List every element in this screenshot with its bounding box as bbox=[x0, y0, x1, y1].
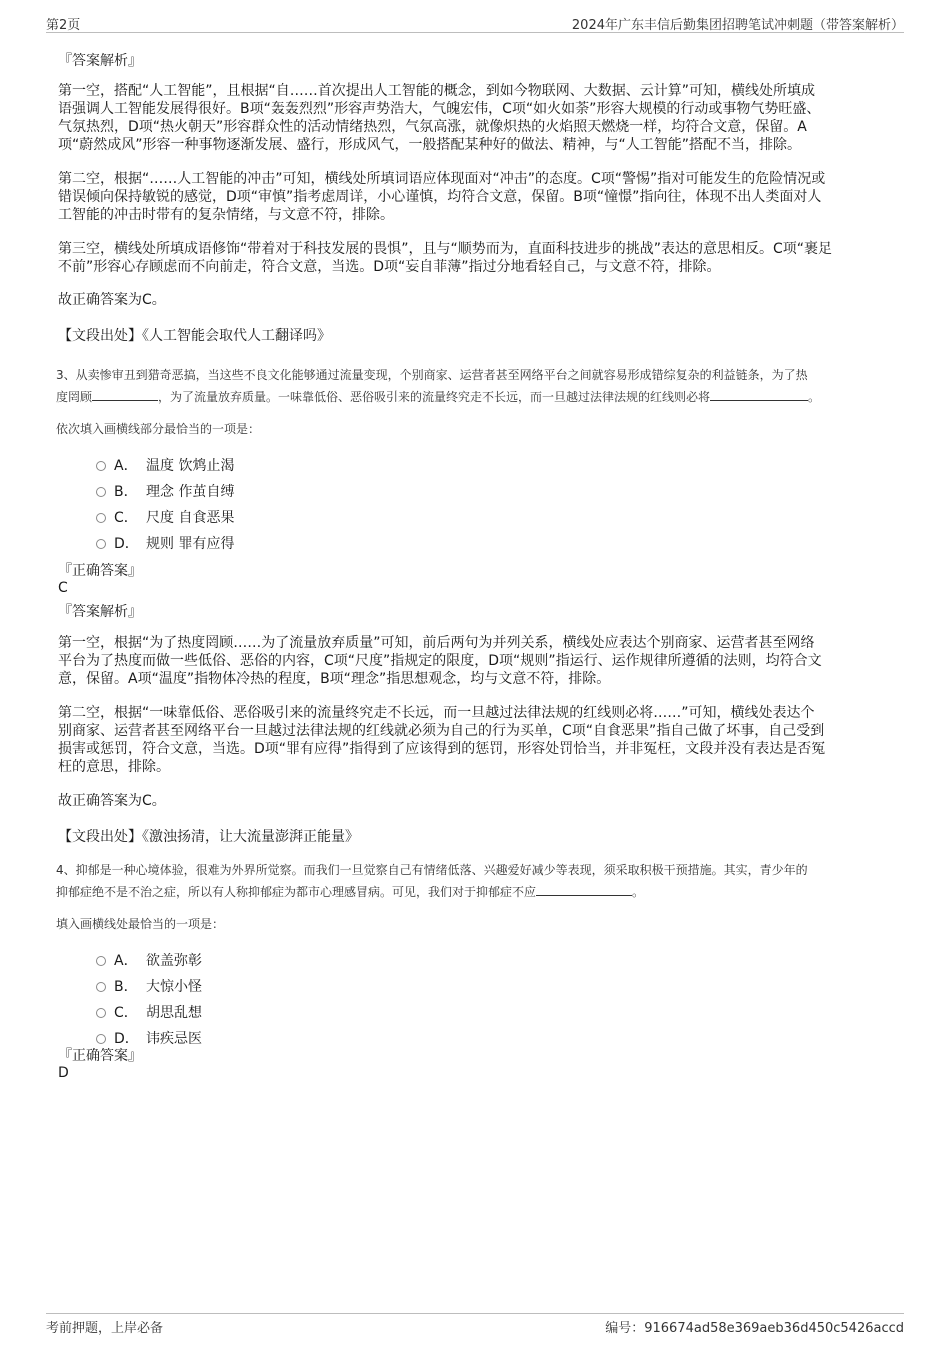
q3-source: 【文段出处】《激浊扬清，让大流量澎湃正能量》 bbox=[58, 829, 359, 845]
radio-button[interactable] bbox=[96, 513, 106, 523]
document-code: 编号：916674ad58e369aeb36d450c5426accd bbox=[605, 1321, 904, 1336]
q4-answer-label: 『正确答案』 bbox=[58, 1048, 142, 1064]
text-line: 气氛热烈，D项“热火朝天”形容群众性的活动情绪热烈，气氛高涨，就像炽热的火焰照天燃烧一样，均符合文意，保留。A bbox=[58, 119, 807, 135]
text-line: 语强调人工智能发展得很好。B项“轰轰烈烈”形容声势浩大，气魄宏伟，C项“如火如荼”形容大规模的行动或事物气势旺盛、 bbox=[58, 101, 821, 117]
q3-question bbox=[56, 364, 820, 408]
text-line: 平台为了热度而做一些低俗、恶俗的内容，C项“尺度”指规定的限度，D项“规则”指运行、运作规律所遵循的法则，均符合文 bbox=[58, 653, 822, 669]
q4-prompt: 填入画横线处最恰当的一项是： bbox=[56, 917, 225, 931]
text-line: 别商家、运营者甚至网络平台一旦越过法律法规的红线就必须为自己的行为买单，C项“自食恶果”指自己做了坏事，自己受到 bbox=[58, 723, 825, 739]
q4-answer: D bbox=[58, 1065, 69, 1081]
q4-question bbox=[56, 859, 808, 903]
radio-button[interactable] bbox=[96, 956, 106, 966]
footer-slogan: 考前押题，上岸必备 bbox=[46, 1321, 164, 1336]
q3-analysis-label: 『答案解析』 bbox=[58, 604, 142, 620]
q2-conclusion: 故正确答案为C。 bbox=[58, 292, 166, 308]
radio-button[interactable] bbox=[96, 982, 106, 992]
question-line-2: 抑郁症绝不是不治之症，所以有人称抑郁症为都市心理感冒病。可见，我们对于抑郁症不应 。 bbox=[56, 885, 645, 899]
question-line-1: 4、抑郁是一种心境体验，很难为外界所觉察。而我们一旦觉察自己有情绪低落、兴趣爱好减少等表现，须采取积极干预措施。其实，青少年的 bbox=[56, 863, 808, 877]
question-line-2: 度罔顾 ，为了流量放弃质量。一味靠低俗、恶俗吸引来的流量终究走不长远，而一旦越过法律法规的红线则必将 。 bbox=[56, 390, 821, 404]
fill-blank bbox=[710, 388, 808, 401]
question-line-1: 3、从卖惨审丑到猎奇恶搞，当这些不良文化能够通过流量变现，个别商家、运营者甚至网络平台之间就容易形成错综复杂的利益链条，为了热 bbox=[56, 368, 808, 382]
text-line: 第二空，根据“……人工智能的冲击”可知，横线处所填词语应体现面对“冲击”的态度。C项“警惕”指对可能发生的危险情况或 bbox=[58, 171, 826, 187]
text-line: 枉的意思，排除。 bbox=[58, 759, 170, 775]
text-line: 第二空，根据“一味靠低俗、恶俗吸引来的流量终究走不长远，而一旦越过法律法规的红线则必将……”可知，横线处表达个 bbox=[58, 705, 815, 721]
radio-button[interactable] bbox=[96, 539, 106, 549]
fill-blank bbox=[92, 388, 158, 401]
text-line: 错误倾向保持敏锐的感觉，D项“审慎”指考虑周详，小心谨慎，均符合文意，保留。B项“憧憬”指向往，体现不出人类面对人 bbox=[58, 189, 822, 205]
q3-prompt: 依次填入画横线部分最恰当的一项是： bbox=[56, 422, 261, 436]
text-line: 第一空，根据“为了热度罔顾……为了流量放弃质量”可知，前后两句为并列关系，横线处应表达个别商家、运营者甚至网络 bbox=[58, 635, 815, 651]
text-line: 意，保留。A项“温度”指物体冷热的程度，B项“理念”指思想观念，均与文意不符，排除。 bbox=[58, 671, 611, 687]
page-footer bbox=[46, 1313, 904, 1336]
q2-analysis-para-3 bbox=[58, 240, 832, 276]
radio-button[interactable] bbox=[96, 1034, 106, 1044]
q2-analysis-para-2 bbox=[58, 170, 825, 224]
q3-conclusion: 故正确答案为C。 bbox=[58, 793, 166, 809]
q3-analysis-para-1 bbox=[58, 634, 822, 688]
q3-answer-label: 『正确答案』 bbox=[58, 563, 142, 579]
radio-button[interactable] bbox=[96, 461, 106, 471]
q2-analysis-label: 『答案解析』 bbox=[58, 53, 142, 69]
document-title: 2024年广东丰信后勤集团招聘笔试冲刺题（带答案解析） bbox=[571, 18, 904, 33]
page-number: 第2页 bbox=[46, 18, 81, 33]
text-line: 工智能的冲击时带有的复杂情绪，与文意不符，排除。 bbox=[58, 207, 394, 223]
text-line: 第一空，搭配“人工智能”，且根据“自……首次提出人工智能的概念，到如今物联网、大数据、云计算”可知，横线处所填成 bbox=[58, 83, 816, 99]
text-line: 损害或惩罚，符合文意，当选。D项“罪有应得”指得到了应该得到的惩罚，形容处罚恰当，并非冤枉，文段并没有表达是否冤 bbox=[58, 741, 826, 757]
q3-answer: C bbox=[58, 580, 68, 596]
page-header bbox=[46, 12, 904, 33]
radio-button[interactable] bbox=[96, 487, 106, 497]
radio-button[interactable] bbox=[96, 1008, 106, 1018]
text-line: 第三空，横线处所填成语修饰“带着对于科技发展的畏惧”，且与“顺势而为，直面科技进步的挑战”表达的意思相反。C项“裹足 bbox=[58, 241, 833, 257]
q2-analysis-para-1 bbox=[58, 82, 820, 154]
text-line: 不前”形容心存顾虑而不向前走，符合文意，当选。D项“妄自菲薄”指过分地看轻自己，与文意不符，排除。 bbox=[58, 259, 721, 275]
q2-source: 【文段出处】《人工智能会取代人工翻译吗》 bbox=[58, 328, 331, 344]
fill-blank bbox=[536, 883, 632, 896]
text-line: 项“蔚然成风”形容一种事物逐渐发展、盛行，形成风气，一般搭配某种好的做法、精神，与“人工智能”搭配不当，排除。 bbox=[58, 137, 802, 153]
q3-analysis-para-2 bbox=[58, 704, 825, 776]
